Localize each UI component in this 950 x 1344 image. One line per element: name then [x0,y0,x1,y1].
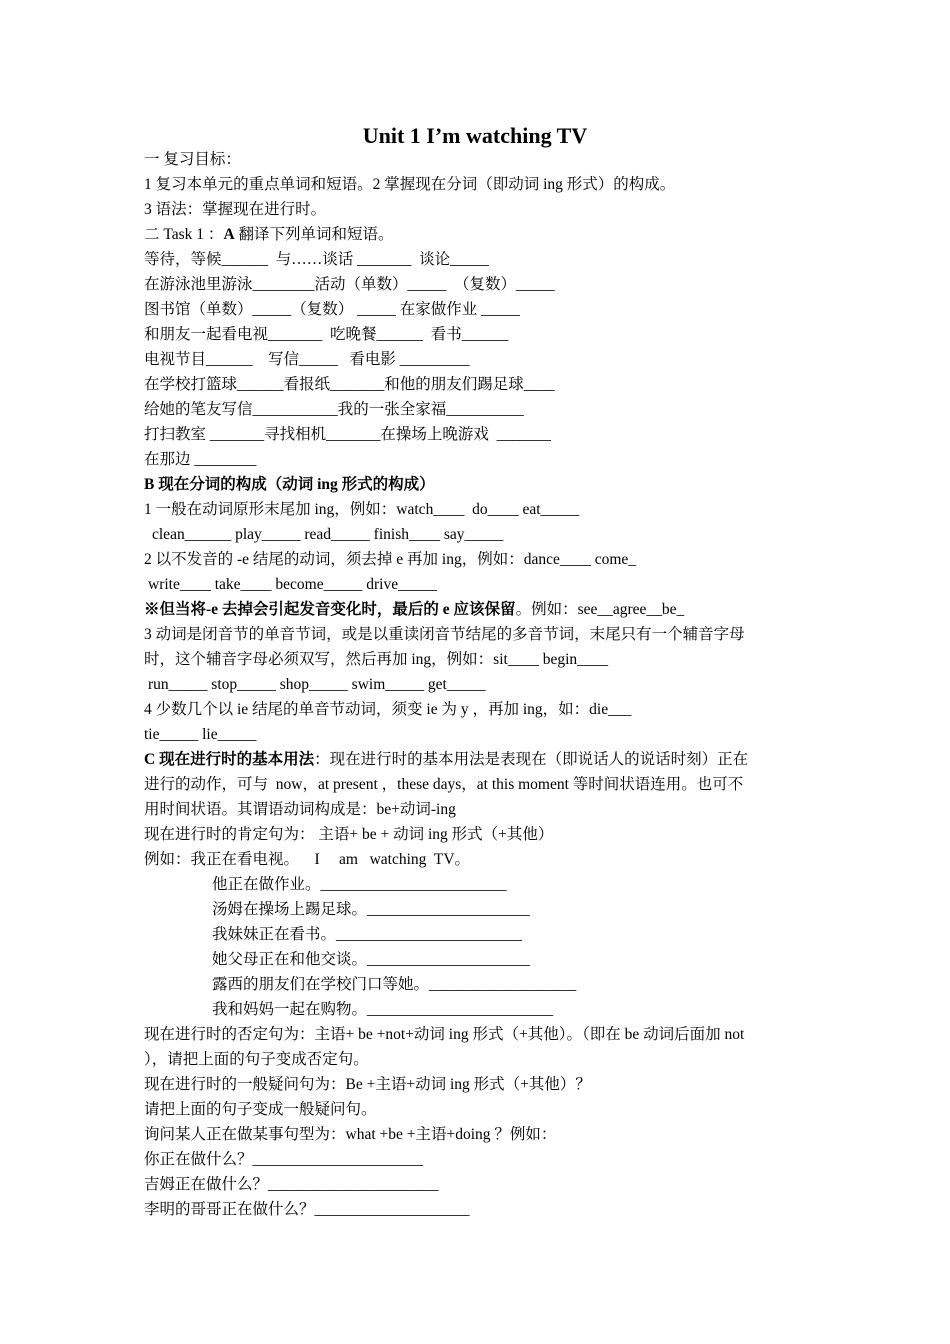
section-c-text: ：现在进行时的基本用法是表现在（即说话人的说话时刻）正在 [314,751,749,768]
rule-1-line: 1 一般在动词原形末尾加 ing，例如：watch____ do____ eat_____ [144,501,580,518]
what-doing-exercise-2: 吉姆正在做什么？______________________ [144,1176,439,1193]
question-pattern: 现在进行时的一般疑问句为：Be +主语+动词 ing 形式（+其他）？ [144,1076,591,1093]
task1-label: 二 Task 1 ： [144,226,224,243]
section-b-heading: B 现在分词的构成（动词 ing 形式的构成） [144,476,435,493]
what-doing-exercise-1: 你正在做什么？______________________ [144,1151,424,1168]
translation-line-7: 给她的笔友写信___________我的一张全家福__________ [144,401,524,418]
translation-line-9: 在那边 ________ [144,451,257,468]
rule-2-exercise: write____ take____ become_____ drive_____ [148,576,437,593]
exercise-sentence-4: 她父母正在和他交谈。_____________________ [212,951,530,968]
usage-line-3: 用时间状语。其谓语动词构成是：be+动词-ing [144,801,456,818]
section-c-heading [144,749,812,771]
rule-2-note [144,599,812,621]
rule-3-line-1: 3 动词是闭音节的单音节词，或是以重读闭音节结尾的多音节词，末尾只有一个辅音字母 [144,626,745,643]
rule-2-note-example: 。例如：see__agree__be_ [515,601,685,618]
exercise-sentence-2: 汤姆在操场上踢足球。_____________________ [212,901,530,918]
rule-4-line: 4 少数几个以 ie 结尾的单音节动词，须变 ie 为 y ，再加 ing，如：die___ [144,701,632,718]
translation-line-6: 在学校打篮球______看报纸_______和他的朋友们踢足球____ [144,376,555,393]
rule-2-note-bold: ※但当将-e 去掉会引起发音变化时，最后的 e 应该保留 [144,601,516,618]
translation-line-5: 电视节目______ 写信_____ 看电影 _________ [144,351,470,368]
section-a-instruction: 翻译下列单词和短语。 [234,226,394,243]
translation-line-2: 在游泳池里游泳________活动（单数）_____ （复数）_____ [144,276,555,293]
negative-pattern-line-1: 现在进行时的否定句为：主语+ be +not+动词 ing 形式（+其他）。（即在 be 动词后面加 not [144,1026,745,1043]
translation-line-3: 图书馆（单数）_____（复数） _____ 在家做作业 _____ [144,301,520,318]
rule-4-exercise: tie_____ lie_____ [144,726,257,743]
usage-line-2: 进行的动作，可与 now，at present ，these days，at this moment 等时间状语连用。也可不 [144,776,744,793]
rule-3-line-2: 时，这个辅音字母必须双写，然后再加 ing，例如：sit____ begin____ [144,651,609,668]
section-c-label: C 现在进行时的基本用法 [144,751,315,768]
rule-2-line: 2 以不发音的 -e 结尾的动词，须去掉 e 再加 ing，例如：dance____ come_ [144,551,637,568]
translation-line-4: 和朋友一起看电视_______ 吃晚餐______ 看书______ [144,326,509,343]
objective-line-2: 3 语法：掌握现在进行时。 [144,201,327,218]
rule-1-exercise: clean______ play_____ read_____ finish____ say_____ [152,526,504,543]
affirmative-pattern: 现在进行时的肯定句为： 主语+ be + 动词 ing 形式（+其他） [144,826,554,843]
translation-line-8: 打扫教室 _______寻找相机_______在操场上晚游戏 _______ [144,426,551,443]
exercise-sentence-1: 他正在做作业。________________________ [212,876,507,893]
section-a-label: A [223,226,235,243]
what-doing-pattern: 询问某人正在做某事句型为：what +be +主语+doing ？例如： [144,1126,557,1143]
question-instruction: 请把上面的句子变成一般疑问句。 [144,1101,377,1118]
rule-3-exercise: run_____ stop_____ shop_____ swim_____ get_____ [148,676,486,693]
objective-line-1: 1 复习本单元的重点单词和短语。2 掌握现在分词（即动词 ing 形式）的构成。 [144,176,676,193]
translation-line-1: 等待，等候______ 与……谈话 _______ 谈论_____ [144,251,489,268]
exercise-sentence-6: 我和妈妈一起在购物。________________________ [212,1001,554,1018]
what-doing-exercise-3: 李明的哥哥正在做什么？____________________ [144,1201,470,1218]
review-objectives-heading: 一 复习目标： [144,151,241,168]
page-title: Unit 1 I’m watching TV [362,123,588,148]
exercise-sentence-3: 我妹妹正在看书。________________________ [212,926,523,943]
negative-pattern-line-2: ），请把上面的句子变成否定句。 [144,1051,369,1068]
task1-heading [144,224,812,246]
example-sentence: 例如：我正在看电视。 I am watching TV。 [144,851,471,868]
exercise-sentence-5: 露西的朋友们在学校门口等她。___________________ [212,976,577,993]
